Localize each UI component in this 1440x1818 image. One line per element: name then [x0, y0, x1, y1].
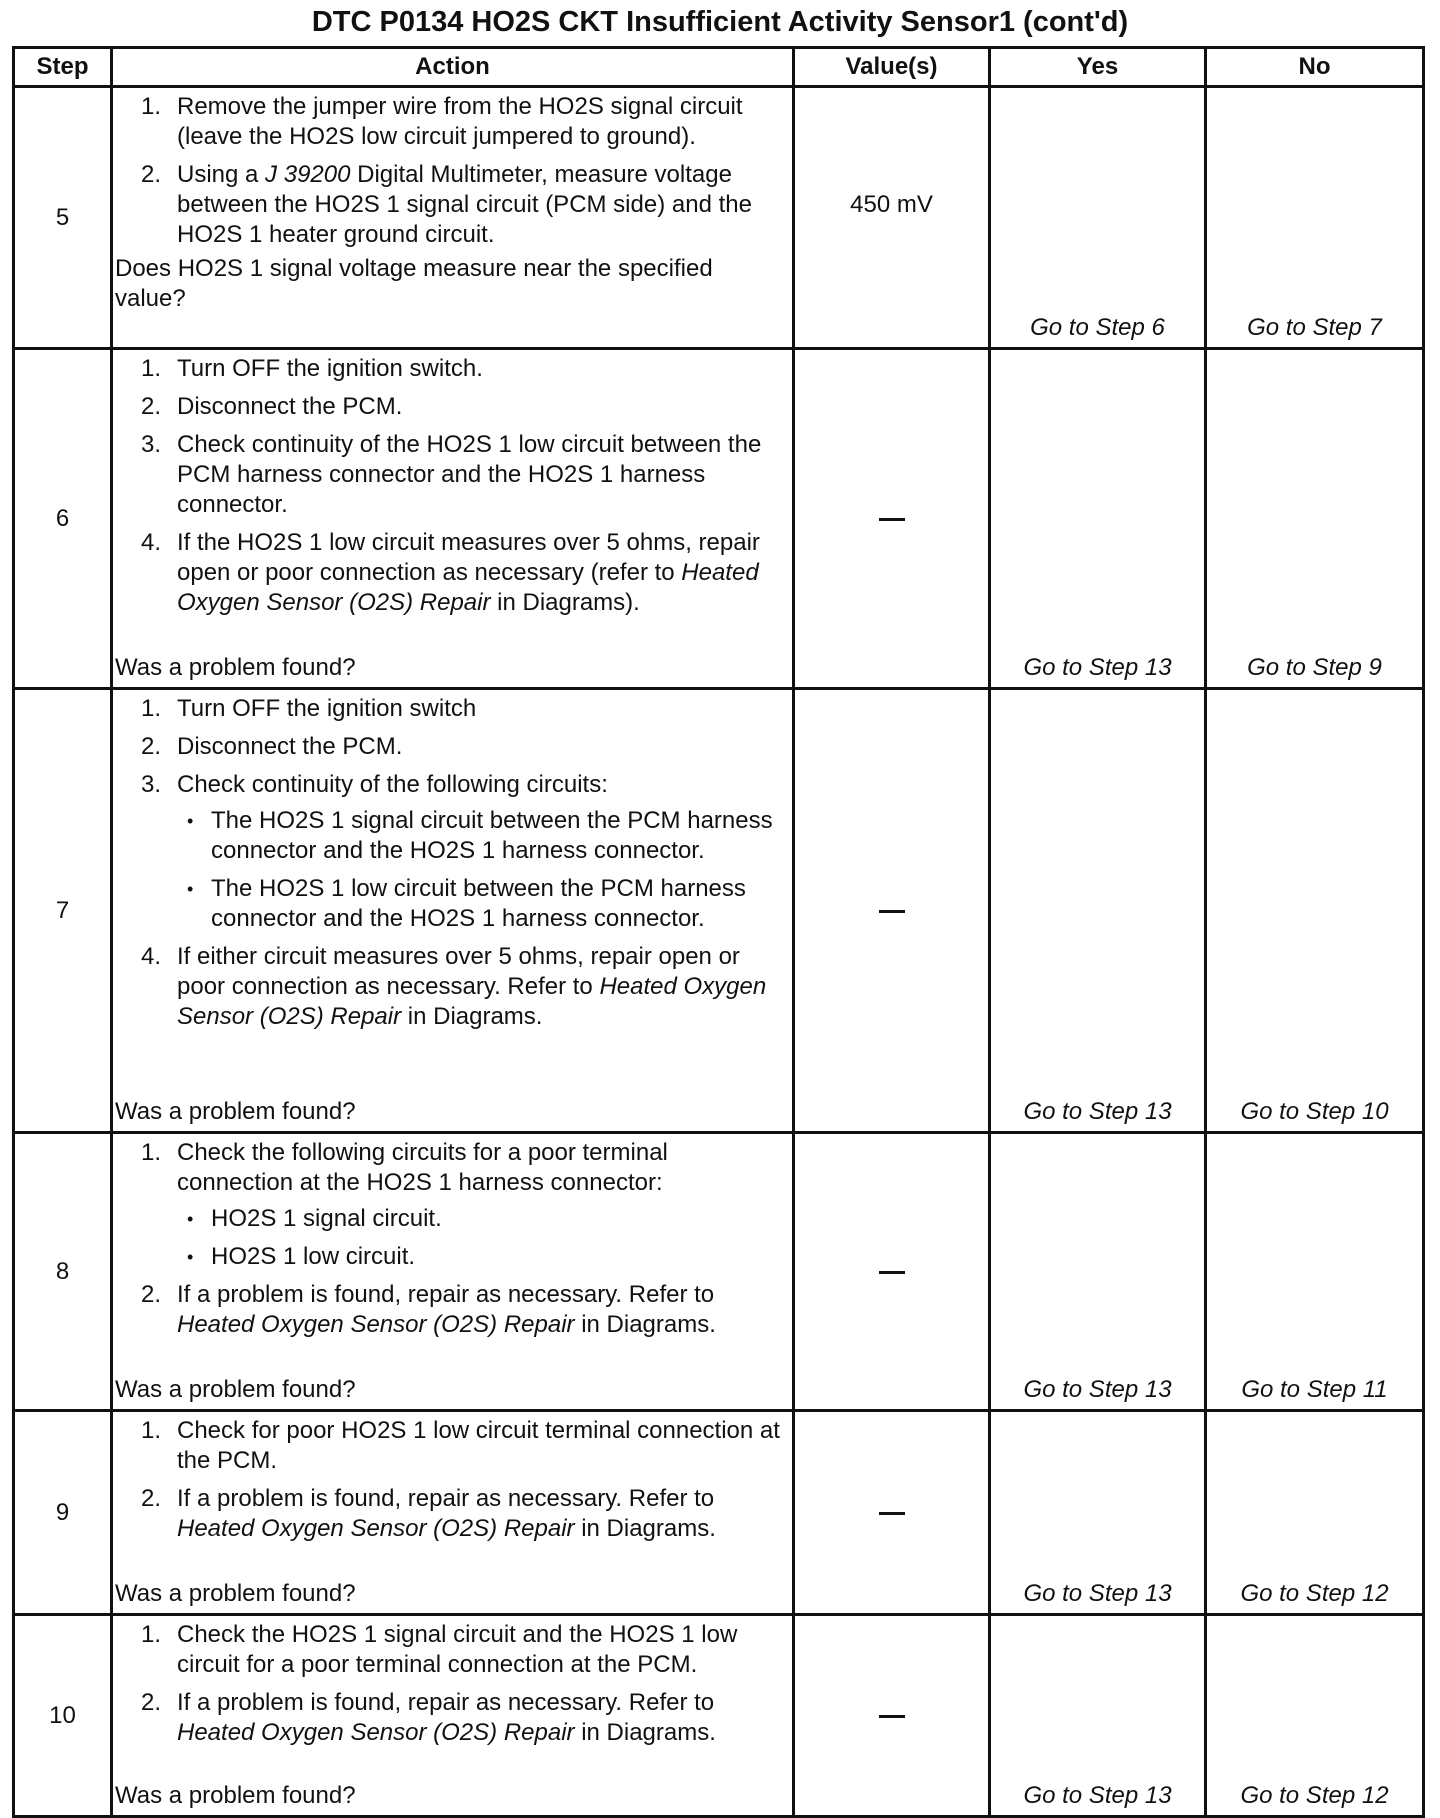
table-row-step-10	[14, 1615, 1424, 1817]
value-dash	[879, 518, 905, 521]
value-dash	[879, 1512, 905, 1515]
header-step: Step	[14, 48, 112, 87]
action-list	[115, 92, 784, 250]
yes-link[interactable]: Go to Step 13	[990, 1133, 1206, 1411]
page-title: DTC P0134 HO2S CKT Insufficient Activity Sensor1 (cont'd)	[311, 6, 1129, 38]
action-cell	[112, 1133, 794, 1411]
yes-link[interactable]: Go to Step 6	[990, 87, 1206, 349]
question-text: Was a problem found?	[115, 654, 356, 681]
no-link[interactable]: Go to Step 10	[1206, 689, 1424, 1133]
action-cell	[112, 349, 794, 689]
question-text: Does HO2S 1 signal voltage measure near the specified value?	[115, 255, 713, 312]
action-item: Disconnect the PCM.	[177, 393, 403, 420]
action-item: Remove the jumper wire from the HO2S signal circuit (leave the HO2S low circuit jumpered to ground).	[177, 93, 743, 150]
yes-link[interactable]: Go to Step 13	[990, 1411, 1206, 1615]
action-list	[115, 1138, 784, 1340]
action-item: If either circuit measures over 5 ohms, repair open or poor connection as necessary. Refer to Heated Oxygen Sensor (O2S) Repair in Diagrams.	[177, 943, 767, 1030]
table-row-step-9	[14, 1411, 1424, 1615]
action-cell	[112, 1411, 794, 1615]
question-text: Was a problem found?	[115, 1782, 356, 1809]
action-item: Using a J 39200 Digital Multimeter, measure voltage between the HO2S 1 signal circuit (PCM side) and the HO2S 1 heater ground circuit.	[177, 161, 752, 248]
value-cell	[794, 1615, 990, 1817]
value-cell	[794, 1133, 990, 1411]
table-row-step-7	[14, 689, 1424, 1133]
header-yes: Yes	[990, 48, 1206, 87]
question-text: Was a problem found?	[115, 1376, 356, 1403]
circuit-list	[177, 806, 784, 934]
no-link[interactable]: Go to Step 9	[1206, 349, 1424, 689]
action-cell	[112, 1615, 794, 1817]
action-item: Check for poor HO2S 1 low circuit terminal connection at the PCM.	[177, 1417, 780, 1474]
yes-link[interactable]: Go to Step 13	[990, 1615, 1206, 1817]
no-link[interactable]: Go to Step 12	[1206, 1411, 1424, 1615]
value-cell	[794, 1411, 990, 1615]
table-row-step-5	[14, 87, 1424, 349]
header-row	[14, 48, 1424, 87]
value-cell	[794, 349, 990, 689]
circuit-item: • HO2S 1 low circuit.	[211, 1242, 784, 1272]
circuit-list	[177, 1204, 784, 1272]
step-number: 6	[14, 349, 112, 689]
value-dash	[879, 1271, 905, 1274]
circuit-item: • The HO2S 1 low circuit between the PCM harness connector and the HO2S 1 harness connector.	[211, 874, 784, 934]
value-cell	[794, 689, 990, 1133]
action-item: If a problem is found, repair as necessary. Refer to Heated Oxygen Sensor (O2S) Repair in Diagrams.	[177, 1689, 716, 1746]
circuit-item: • The HO2S 1 signal circuit between the PCM harness connector and the HO2S 1 harness connector.	[211, 806, 784, 866]
step-number: 9	[14, 1411, 112, 1615]
question-text: Was a problem found?	[115, 1580, 356, 1607]
step-number: 10	[14, 1615, 112, 1817]
diagnostic-table	[12, 46, 1425, 1818]
action-item: Check the HO2S 1 signal circuit and the HO2S 1 low circuit for a poor terminal connection at the PCM.	[177, 1621, 738, 1678]
circuit-item: • HO2S 1 signal circuit.	[211, 1204, 784, 1234]
action-list	[115, 1416, 784, 1544]
action-item: If the HO2S 1 low circuit measures over 5 ohms, repair open or poor connection as necessary (refer to Heated Oxygen Sensor (O2S) Repair in Diagrams).	[177, 529, 760, 616]
header-action: Action	[112, 48, 794, 87]
value-dash	[879, 910, 905, 913]
value-cell: 450 mV	[794, 87, 990, 349]
action-item: Check continuity of the HO2S 1 low circuit between the PCM harness connector and the HO2S 1 harness connector.	[177, 431, 762, 518]
action-item: Turn OFF the ignition switch.	[177, 355, 483, 382]
action-item: If a problem is found, repair as necessary. Refer to Heated Oxygen Sensor (O2S) Repair in Diagrams.	[177, 1485, 716, 1542]
no-link[interactable]: Go to Step 7	[1206, 87, 1424, 349]
action-list	[115, 354, 784, 618]
action-cell	[112, 87, 794, 349]
header-no: No	[1206, 48, 1424, 87]
header-values: Value(s)	[794, 48, 990, 87]
no-link[interactable]: Go to Step 11	[1206, 1133, 1424, 1411]
no-link[interactable]: Go to Step 12	[1206, 1615, 1424, 1817]
step-number: 8	[14, 1133, 112, 1411]
action-list	[115, 694, 784, 1032]
table-row-step-8	[14, 1133, 1424, 1411]
action-item: Check the following circuits for a poor terminal connection at the HO2S 1 harness connector: • HO2S 1 signal circuit. • HO2S 1 low circuit.	[177, 1138, 784, 1272]
step-number: 5	[14, 87, 112, 349]
action-item: If a problem is found, repair as necessary. Refer to Heated Oxygen Sensor (O2S) Repair in Diagrams.	[177, 1281, 716, 1338]
action-list	[115, 1620, 784, 1748]
yes-link[interactable]: Go to Step 13	[990, 349, 1206, 689]
step-number: 7	[14, 689, 112, 1133]
action-item: Turn OFF the ignition switch	[177, 695, 477, 722]
table-row-step-6	[14, 349, 1424, 689]
yes-link[interactable]: Go to Step 13	[990, 689, 1206, 1133]
question-text: Was a problem found?	[115, 1098, 356, 1125]
action-cell	[112, 689, 794, 1133]
action-item: Check continuity of the following circuits: • The HO2S 1 signal circuit between the PCM harness connector and the HO2S 1 harness connector. • The HO2S 1 low circuit between the PCM harness connector and the HO2S 1 harness connector.	[177, 770, 784, 934]
action-item: Disconnect the PCM.	[177, 733, 403, 760]
value-dash	[879, 1715, 905, 1718]
